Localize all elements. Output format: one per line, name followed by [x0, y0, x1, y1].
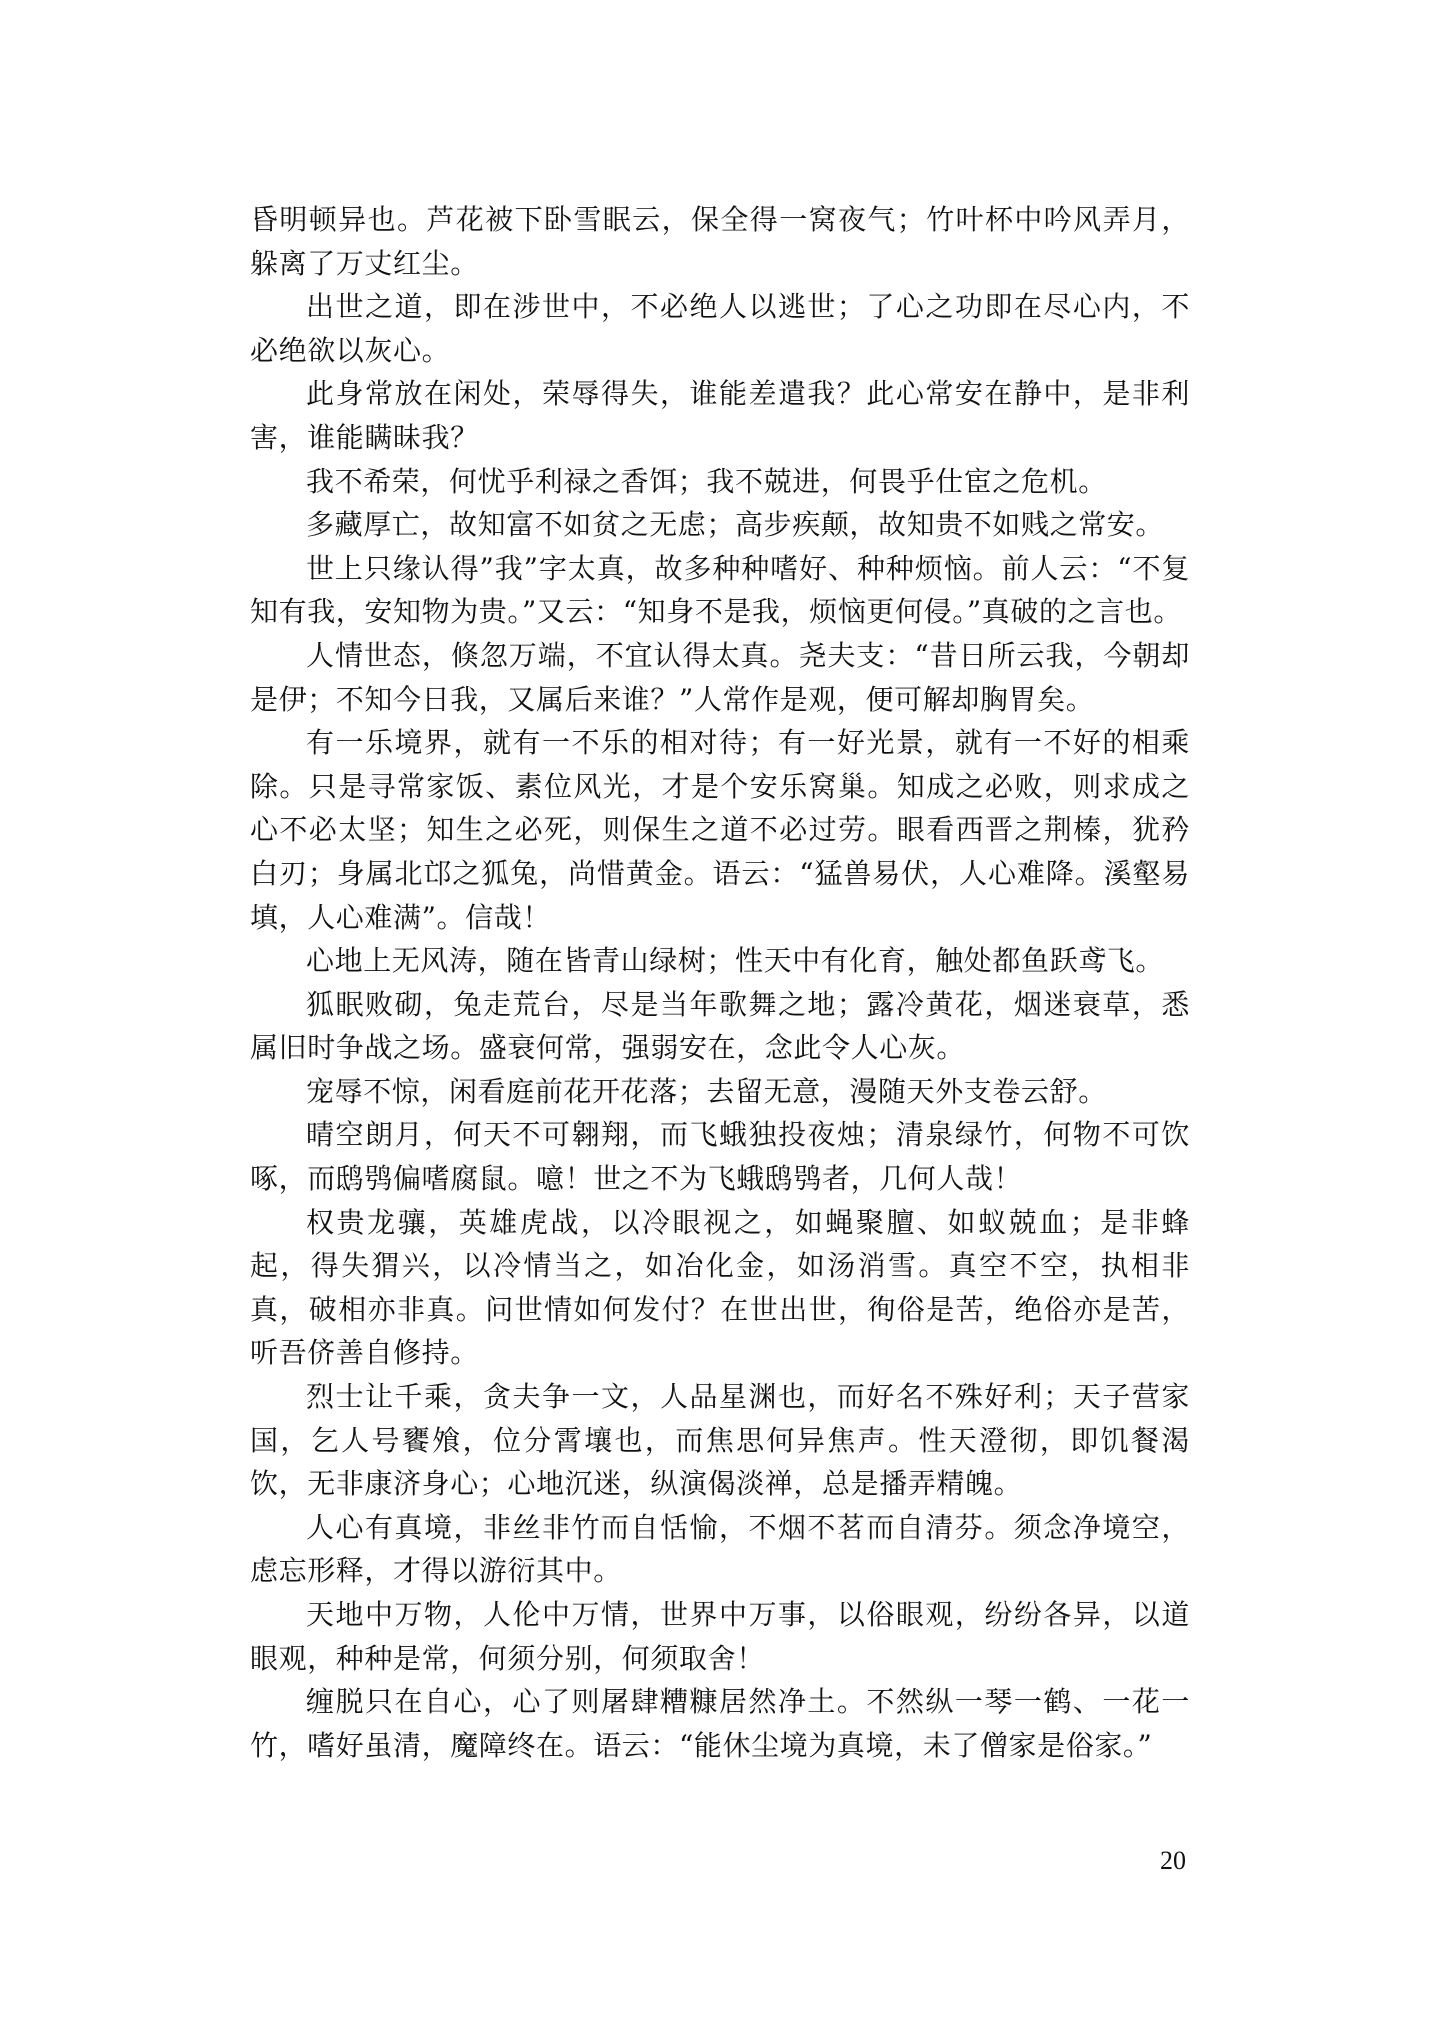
paragraph-12: 晴空朗月，何天不可翱翔，而飞蛾独投夜烛；清泉绿竹，何物不可饮啄，而鸱鸮偏嗜腐鼠。噫！世之不为飞蛾鸱鸮者，几何人哉！	[250, 1118, 1190, 1196]
paragraph-13: 权贵龙骧，英雄虎战，以冷眼视之，如蝇聚膻、如蚁兢血；是非蜂起，得失猬兴，以冷情当之，如冶化金，如汤消雪。真空不空，执相非真，破相亦非真。问世情如何发付？在世出世，徇俗是苦，绝俗亦是苦，听吾侪善自修持。	[250, 1205, 1190, 1370]
paragraph-6: 世上只缘认得”我”字太真，故多种种嗜好、种种烦恼。前人云：“不复知有我，安知物为贵。”又云：“知身不是我，烦恼更何侵。”真破的之言也。	[250, 551, 1190, 629]
paragraph-15: 人心有真境，非丝非竹而自恬愉，不烟不茗而自清芬。须念净境空，虑忘形释，才得以游衍其中。	[250, 1510, 1190, 1588]
page-number: 20	[1160, 1846, 1186, 1875]
paragraph-11: 宠辱不惊，闲看庭前花开花落；去留无意，漫随天外支卷云舒。	[306, 1074, 1107, 1108]
paragraph-9: 心地上无风涛，随在皆青山绿树；性天中有化育，触处都鱼跃鸢飞。	[306, 944, 1165, 978]
paragraph-10: 狐眠败砌，兔走荒台，尽是当年歌舞之地；露冷黄花，烟迷衰草，悉属旧时争战之场。盛衰何常，强弱安在，念此令人心灰。	[250, 987, 1190, 1065]
paragraph-2: 出世之道，即在涉世中，不必绝人以逃世；了心之功即在尽心内，不必绝欲以灰心。	[250, 290, 1190, 367]
paragraph-7: 人情世态，倏忽万端，不宜认得太真。尧夫支：“昔日所云我，今朝却是伊；不知今日我，又属后来谁？”人常作是观，便可解却胸胃矣。	[250, 638, 1190, 716]
paragraph-16: 天地中万物，人伦中万情，世界中万事，以俗眼观，纷纷各异，以道眼观，种种是常，何须分别，何须取舍！	[250, 1598, 1190, 1675]
paragraph-3: 此身常放在闲处，荣辱得失，谁能差遣我？此心常安在静中，是非利害，谁能瞒昧我？	[250, 377, 1190, 454]
paragraph-14: 烈士让千乘，贪夫争一文，人品星渊也，而好名不殊好利；天子营家国，乞人号饔飧，位分霄壤也，而焦思何异焦声。性天澄彻，即饥餐渴饮，无非康济身心；心地沉迷，纵演偈淡禅，总是播弄精魄。	[250, 1380, 1190, 1501]
paragraph-8: 有一乐境界，就有一不乐的相对待；有一好光景，就有一不好的相乘除。只是寻常家饭、素位风光，才是个安乐窝巢。知成之必败，则求成之心不必太坚；知生之必死，则保生之道不必过劳。眼看西晋之荆榛，犹矜白刃；身属北邙之狐兔，尚惜黄金。语云：“猛兽易伏，人心难降。溪壑易填，人心难满”。信哉！	[250, 726, 1190, 934]
paragraph-1: 昏明顿异也。芦花被下卧雪眠云，保全得一窝夜气；竹叶杯中吟风弄月，躲离了万丈红尘。	[250, 203, 1190, 280]
paragraph-5: 多藏厚亡，故知富不如贫之无虑；高步疾颠，故知贵不如贱之常安。	[306, 508, 1165, 542]
body-text	[250, 198, 1190, 1767]
paragraph-17: 缠脱只在自心，心了则屠肆糟糠居然净土。不然纵一琴一鹤、一花一竹，嗜好虽清，魔障终在。语云：“能休尘境为真境，未了僧家是俗家。”	[250, 1685, 1190, 1762]
paragraph-4: 我不希荣，何忧乎利禄之香饵；我不兢进，何畏乎仕宦之危机。	[306, 464, 1107, 498]
